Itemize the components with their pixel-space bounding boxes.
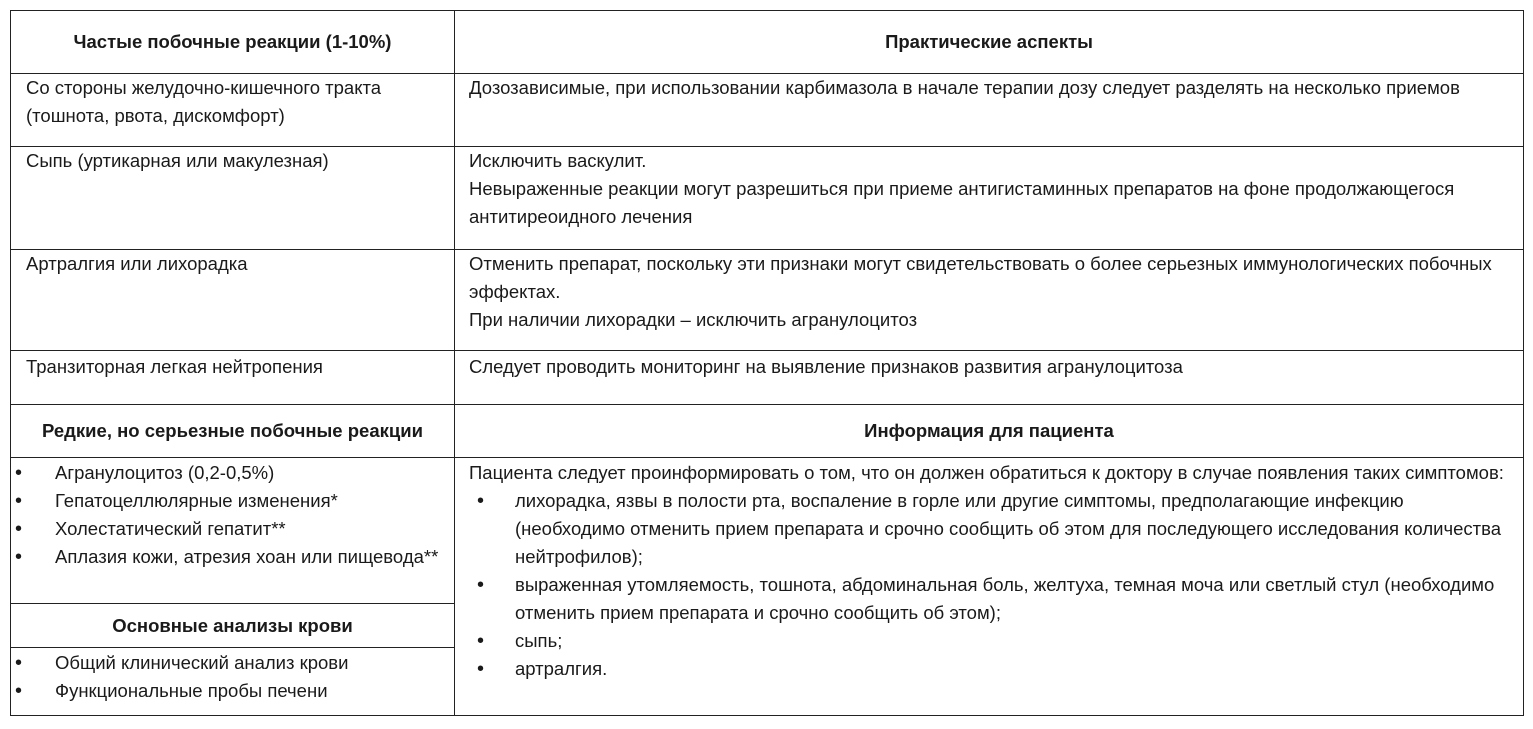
aspect-cell xyxy=(455,147,1523,231)
aspect-cell xyxy=(455,74,1523,102)
reaction-cell: Артралгия или лихорадка xyxy=(26,253,248,274)
header-blood-tests: Основные анализы крови xyxy=(112,614,353,636)
blood-tests-cell xyxy=(11,649,454,705)
aspect-cell xyxy=(455,353,1523,381)
header-common-reactions: Частые побочные реакции (1-10%) xyxy=(73,31,392,52)
patient-info-cell xyxy=(455,459,1523,683)
rare-reactions-list xyxy=(11,459,446,571)
list-item: • сыпь; xyxy=(483,627,1511,655)
header-practical-aspects: Практические аспекты xyxy=(885,31,1093,52)
aspect-text: Исключить васкулит. xyxy=(469,150,647,171)
list-item: • Общий клинический анализ крови xyxy=(11,649,446,677)
list-item: • артралгия. xyxy=(483,655,1511,683)
row-divider xyxy=(11,647,454,648)
aspect-text: Дозозависимые, при использовании карбимазола в начале терапии дозу следует разделять на несколько приемов xyxy=(469,77,1460,98)
list-item: • Функциональные пробы печени xyxy=(11,677,446,705)
reaction-cell: Со стороны желудочно-кишечного тракта (тошнота, рвота, дискомфорт) xyxy=(26,77,382,126)
header-rare-reactions: Редкие, но серьезные побочные реакции xyxy=(41,420,423,441)
reaction-cell: Сыпь (уртикарная или макулезная) xyxy=(26,150,329,171)
rare-reactions-cell xyxy=(11,459,454,571)
row-divider xyxy=(11,457,1523,458)
list-item: • выраженная утомляемость, тошнота, абдоминальная боль, желтуха, темная моча или светлый стул (необходимо отменить прием препарата и срочно сообщить об этом); xyxy=(483,571,1511,627)
blood-tests-list xyxy=(11,649,446,705)
patient-intro: Пациента следует проинформировать о том, что он должен обратиться к доктору в случае появления таких симптомов: xyxy=(469,462,1504,483)
list-item: • лихорадка, язвы в полости рта, воспаление в горле или другие симптомы, предполагающие инфекцию (необходимо отменить прием препарата и срочно сообщить об этом для последующего исследования количества нейтрофилов); xyxy=(483,487,1511,571)
list-item: • Агранулоцитоз (0,2-0,5%) xyxy=(11,459,446,487)
aspect-text: Отменить препарат, поскольку эти признаки могут свидетельствовать о более серьезных иммунологических побочных эффектах. xyxy=(469,253,1492,302)
side-effects-table xyxy=(10,10,1524,716)
header-patient-info: Информация для пациента xyxy=(864,420,1114,441)
list-item: • Гепатоцеллюлярные изменения* xyxy=(11,487,446,515)
aspect-text: Следует проводить мониторинг на выявление признаков развития агранулоцитоза xyxy=(469,356,1183,377)
aspect-cell xyxy=(455,250,1523,334)
list-item: • Холестатический гепатит** xyxy=(11,515,446,543)
patient-symptoms-list xyxy=(483,487,1511,683)
reaction-cell: Транзиторная легкая нейтропения xyxy=(26,356,323,377)
aspect-text: Невыраженные реакции могут разрешиться при приеме антигистаминных препаратов на фоне продолжающегося антитиреоидного лечения xyxy=(469,178,1455,227)
list-item: • Аплазия кожи, атрезия хоан или пищевода** xyxy=(11,543,446,571)
aspect-text: При наличии лихорадки – исключить агранулоцитоз xyxy=(469,309,918,330)
row-divider xyxy=(11,350,1523,351)
